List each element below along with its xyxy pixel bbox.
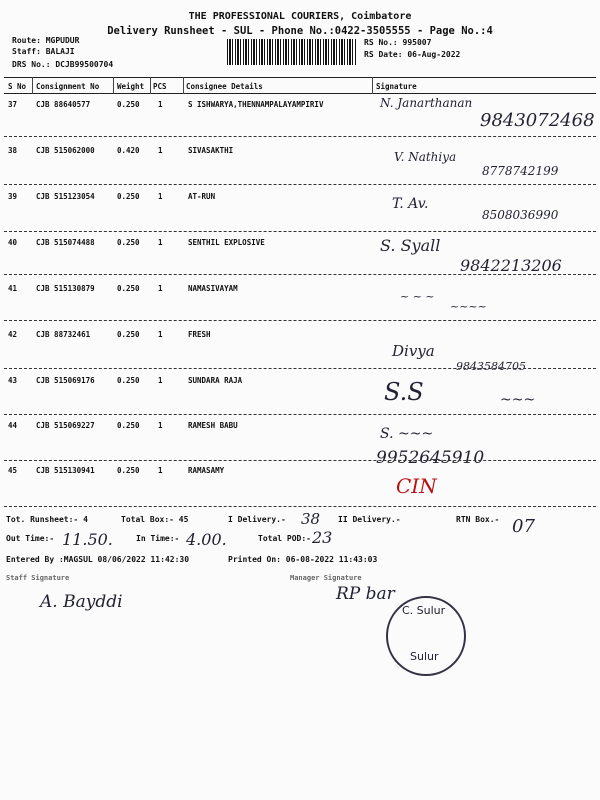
- row-pcs: 1: [158, 146, 163, 155]
- row-consignee: NAMASIVAYAM: [188, 284, 238, 293]
- in-time-label: In Time:-: [136, 534, 180, 543]
- printed-on: Printed On: 06-08-2022 11:43:03: [228, 555, 378, 564]
- in-time-value: 4.00.: [186, 530, 227, 549]
- header-consignee: Consignee Details: [186, 82, 263, 91]
- row-consignee: RAMESH BABU: [188, 421, 238, 430]
- handwritten-phone: 9842213206: [460, 256, 562, 275]
- staff-signature: A. Bayddi: [40, 592, 123, 612]
- rtn-box-value: 07: [512, 516, 535, 537]
- route-label: Route: MGPUDUR: [12, 36, 80, 45]
- row-pcs: 1: [158, 466, 163, 475]
- table-header-rule: [4, 93, 596, 94]
- handwritten-signature: V. Nathiya: [394, 150, 457, 164]
- handwritten-signature: S.S: [384, 378, 424, 406]
- row-pcs: 1: [158, 100, 163, 109]
- handwritten-signature: ~ ~ ~: [400, 290, 435, 303]
- col-divider: [372, 77, 373, 94]
- handwritten-phone: ~~~~: [450, 300, 487, 313]
- manager-signature: RP bar: [336, 584, 395, 604]
- header-weight: Weight: [117, 82, 145, 91]
- row-separator: [4, 274, 596, 275]
- runsheet-subtitle: Delivery Runsheet - SUL - Phone No.:0422-3505555 - Page No.:4: [107, 25, 493, 37]
- total-pod-label: Total POD:-: [258, 534, 311, 543]
- handwritten-phone: 8778742199: [482, 164, 559, 178]
- row-sno: 41: [8, 284, 18, 293]
- stamp-text-top: C. Sulur: [402, 604, 446, 617]
- row-separator: [4, 414, 596, 415]
- row-consignee: SUNDARA RAJA: [188, 376, 243, 385]
- manager-signature-label: Manager Signature: [290, 574, 362, 582]
- company-title: THE PROFESSIONAL COURIERS, Coimbatore: [188, 11, 412, 22]
- col-divider: [150, 77, 151, 94]
- header-sno: S No: [8, 82, 27, 91]
- ii-delivery-label: II Delivery.-: [338, 515, 401, 524]
- row-sno: 43: [8, 376, 18, 385]
- row-weight: 0.250: [117, 421, 140, 430]
- row-sno: 39: [8, 192, 18, 201]
- rs-date: RS Date: 06-Aug-2022: [364, 50, 461, 59]
- row-separator: [4, 184, 596, 185]
- row-separator: [4, 320, 596, 321]
- row-weight: 0.250: [117, 330, 140, 339]
- entered-by: Entered By :MAGSUL 08/06/2022 11:42:30: [6, 555, 190, 564]
- row-pcs: 1: [158, 238, 163, 247]
- rtn-box-label: RTN Box.-: [456, 515, 500, 524]
- row-consignment: CJB 515069176: [36, 376, 95, 385]
- i-delivery-value: 38: [301, 510, 321, 528]
- header-signature: Signature: [376, 82, 417, 91]
- row-consignment: CJB 88732461: [36, 330, 91, 339]
- drs-number: DRS No.: DCJB99500704: [12, 60, 114, 69]
- row-sno: 37: [8, 100, 18, 109]
- row-weight: 0.250: [117, 466, 140, 475]
- header-pcs: PCS: [153, 82, 167, 91]
- col-divider: [113, 77, 114, 94]
- row-consignee: RAMASAMY: [188, 466, 225, 475]
- row-consignee: AT-RUN: [188, 192, 216, 201]
- total-pod-value: 23: [312, 528, 333, 547]
- row-pcs: 1: [158, 376, 163, 385]
- stamp-text-bottom: Sulur: [410, 650, 439, 663]
- out-time-value: 11.50.: [62, 530, 113, 549]
- row-sno: 40: [8, 238, 18, 247]
- row-pcs: 1: [158, 330, 163, 339]
- handwritten-phone: ~~~: [500, 392, 536, 408]
- row-sno: 44: [8, 421, 18, 430]
- row-consignment: CJB 88640577: [36, 100, 91, 109]
- i-delivery-label: I Delivery.-: [228, 515, 286, 524]
- col-divider: [32, 77, 33, 94]
- staff-signature-label: Staff Signature: [6, 574, 70, 582]
- handwritten-signature: S. Syall: [380, 236, 441, 255]
- row-pcs: 1: [158, 192, 163, 201]
- staff-label: Staff: BALAJI: [12, 47, 75, 56]
- handwritten-phone: 9843584705: [456, 360, 526, 373]
- row-separator: [4, 136, 596, 137]
- header-consignment: Consignment No: [36, 82, 100, 91]
- office-stamp: [386, 596, 466, 676]
- handwritten-phone: 8508036990: [482, 208, 559, 222]
- handwritten-phone: 9952645910: [376, 448, 485, 468]
- row-weight: 0.250: [117, 192, 140, 201]
- row-pcs: 1: [158, 421, 163, 430]
- total-runsheet: Tot. Runsheet:- 4: [6, 515, 88, 524]
- row-consignee: S ISHWARYA,THENNAMPALAYAMPIRIV: [188, 100, 324, 109]
- row-consignment: CJB 515130879: [36, 284, 95, 293]
- row-weight: 0.250: [117, 100, 140, 109]
- row-consignment: CJB 515074488: [36, 238, 95, 247]
- row-consignment: CJB 515062000: [36, 146, 95, 155]
- row-weight: 0.250: [117, 284, 140, 293]
- out-time-label: Out Time:-: [6, 534, 55, 543]
- row-weight: 0.420: [117, 146, 140, 155]
- col-divider: [183, 77, 184, 94]
- handwritten-phone: 9843072468: [480, 110, 595, 131]
- row-consignee: FRESH: [188, 330, 211, 339]
- row-consignee: SENTHIL EXPLOSIVE: [188, 238, 265, 247]
- handwritten-signature: N. Janarthanan: [380, 96, 473, 110]
- row-consignment: CJB 515069227: [36, 421, 95, 430]
- row-sno: 42: [8, 330, 18, 339]
- row-weight: 0.250: [117, 376, 140, 385]
- row-weight: 0.250: [117, 238, 140, 247]
- table-top-rule: [4, 77, 596, 78]
- row-separator: [4, 506, 596, 507]
- barcode: [227, 39, 357, 65]
- total-box: Total Box:- 45: [121, 515, 189, 524]
- handwritten-signature: S. ~~~: [380, 426, 434, 442]
- handwritten-signature: Divya: [392, 342, 435, 360]
- handwritten-signature: T. Av.: [392, 196, 429, 212]
- row-sno: 38: [8, 146, 18, 155]
- row-consignee: SIVASAKTHI: [188, 146, 234, 155]
- handwritten-note: CIN: [396, 474, 437, 498]
- row-consignment: CJB 515123054: [36, 192, 95, 201]
- row-separator: [4, 368, 596, 369]
- row-pcs: 1: [158, 284, 163, 293]
- row-sno: 45: [8, 466, 18, 475]
- row-consignment: CJB 515130941: [36, 466, 95, 475]
- row-separator: [4, 231, 596, 232]
- rs-number: RS No.: 995007: [364, 38, 432, 47]
- row-separator: [4, 460, 596, 461]
